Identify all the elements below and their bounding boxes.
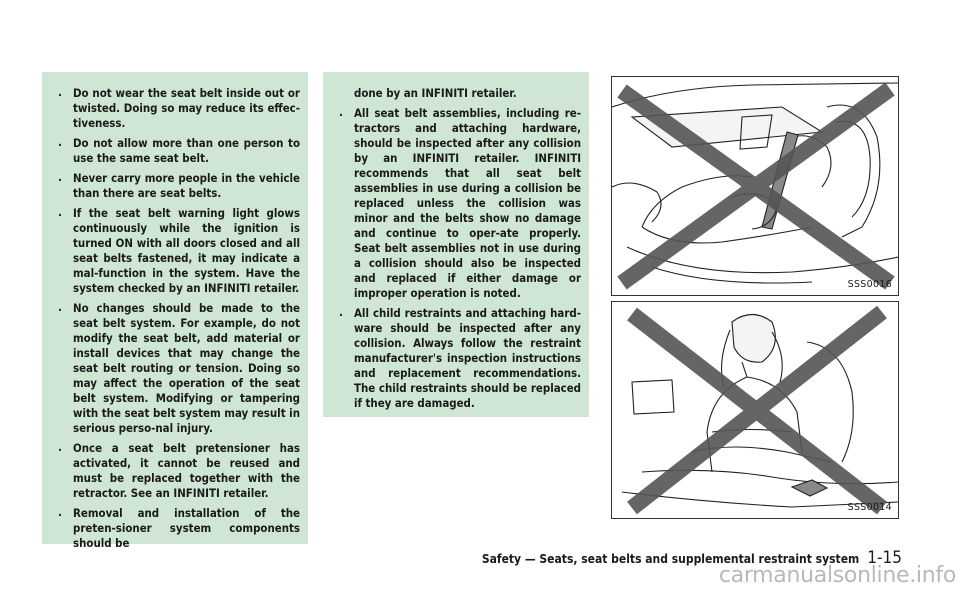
figure-twisted-belt — [611, 76, 899, 296]
list-item: . All seat belt assemblies, including re-tractors and attaching hardware, should be inspected after any collision by an INFINITI retailer. INFINITI recommends that all seat belt assemblies in use during a collision be replaced unless the collision was minor and the belts show no damage and continue to oper-ate properly. Seat belt assemblies not in use during a collision should also be inspected and replaced if either damage or improper operation is noted. — [337, 106, 581, 301]
warning-list-middle — [337, 86, 581, 411]
list-item: . Removal and installation of the preten-sioner system components should be — [56, 506, 300, 551]
warning-list-left — [56, 86, 300, 551]
list-item: . Do not wear the seat belt inside out or twisted. Doing so may reduce its effec-tiveness. — [56, 86, 300, 131]
section-title: Safety — Seats, seat belts and supplemental restraint system — [481, 552, 860, 566]
figure-code: SSS0016 — [847, 279, 892, 290]
figure-shared-belt — [611, 301, 899, 519]
page-number: 1-15 — [867, 548, 902, 568]
list-item: . If the seat belt warning light glows continuously while the ignition is turned ON with all doors closed and all seat belts fastened, it may indicate a mal-function in the system. Have the system checked by an INFINITI retailer. — [56, 206, 300, 296]
list-item: . Never carry more people in the vehicle than there are seat belts. — [56, 171, 300, 201]
list-item: . No changes should be made to the seat belt system. For example, do not modify the seat belt, add material or install devices that may change the seat belt routing or tension. Doing so may affect the operation of the seat belt system. Modifying or tampering with the seat belt system may result in serious perso-nal injury. — [56, 301, 300, 436]
illustration-seat-belt-sharing — [612, 302, 898, 518]
figure-code: SSS0014 — [847, 502, 892, 513]
middle-text-column — [323, 72, 589, 417]
list-item: . All child restraints and attaching hard-ware should be inspected after any collision. Always follow the restraint manufacturer's inspection instructions and replacement recommendations. The child restraints should be replaced if they are damaged. — [337, 306, 581, 411]
illustration-seat-belt-misuse — [612, 77, 898, 295]
list-item: . Once a seat belt pretensioner has activated, it cannot be reused and must be replaced together with the retractor. See an INFINITI retailer. — [56, 441, 300, 501]
left-text-column — [42, 72, 308, 550]
watermark: carmanualsonline.info — [718, 563, 956, 588]
list-item: . Do not allow more than one person to use the same seat belt. — [56, 136, 300, 166]
list-item-continued: done by an INFINITI retailer. — [354, 86, 517, 100]
